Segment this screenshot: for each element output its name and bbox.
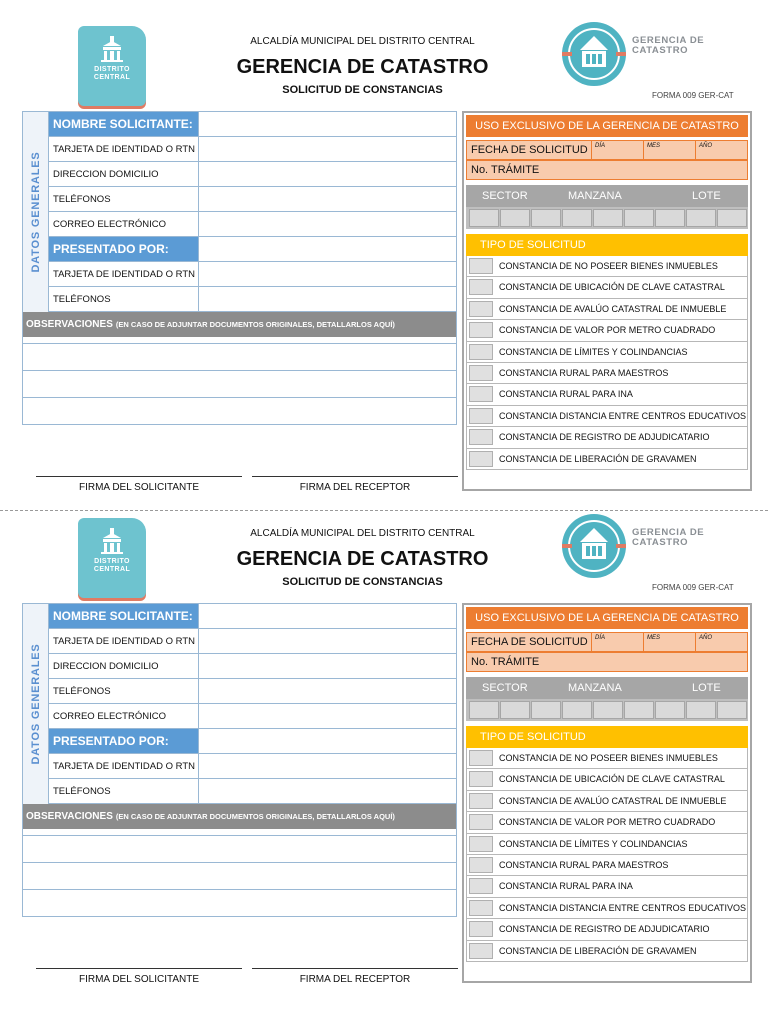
mes-field[interactable]: MES [643,633,695,651]
municipality-name: ALCALDÍA MUNICIPAL DEL DISTRITO CENTRAL [250,528,475,539]
dia-field[interactable]: DÍA [591,141,643,159]
tipo-item[interactable]: CONSTANCIA RURAL PARA MAESTROS [466,855,748,876]
page-subtitle: SOLICITUD DE CONSTANCIAS [282,84,443,96]
page-title: GERENCIA DE CATASTRO [236,56,489,78]
municipality-name: ALCALDÍA MUNICIPAL DEL DISTRITO CENTRAL [250,36,475,47]
telefonos-presentador-row[interactable]: TELÉFONOS [49,779,456,804]
nombre-solicitante-row[interactable]: NOMBRE SOLICITANTE: [49,604,456,629]
logo-text: DISTRITO CENTRAL [93,558,131,573]
tipo-item[interactable]: CONSTANCIA DE UBICACIÓN DE CLAVE CATASTRAL [466,769,748,790]
tipo-item[interactable]: CONSTANCIA RURAL PARA INA [466,876,748,897]
manzana-box[interactable] [531,701,561,719]
lote-label: LOTE [692,190,721,202]
checkbox[interactable] [469,429,493,445]
checkbox[interactable] [469,451,493,467]
tipo-item[interactable]: CONSTANCIA DE NO POSEER BIENES INMUEBLES [466,748,748,769]
fecha-solicitud-row: FECHA DE SOLICITUD DÍA MES AÑO [466,140,748,160]
tipo-solicitud-header: TIPO DE SOLICITUD [466,234,748,256]
firma-solicitante-label: FIRMA DEL SOLICITANTE [78,482,200,493]
uso-exclusivo-header: USO EXCLUSIVO DE LA GERENCIA DE CATASTRO [466,607,748,629]
building-icon [97,526,127,556]
telefonos-row[interactable]: TELÉFONOS [49,679,456,704]
manzana-box[interactable] [593,209,623,227]
firma-solicitante-line[interactable] [36,476,242,477]
form-code: FORMA 009 GER-CAT [652,91,734,100]
firma-solicitante-line[interactable] [36,968,242,969]
observaciones-line[interactable] [22,371,457,398]
numero-tramite-row[interactable]: No. TRÁMITE [466,160,748,180]
firma-receptor-label: FIRMA DEL RECEPTOR [299,482,411,493]
building-icon [97,34,127,64]
checkbox[interactable] [469,814,493,830]
tarjeta-identidad-row[interactable]: TARJETA DE IDENTIDAD O RTN [49,629,456,654]
seal-text: GERENCIA DE CATASTRO [632,35,705,56]
distrito-central-logo [78,26,146,106]
sector-box[interactable] [469,209,499,227]
observaciones-line[interactable] [22,344,457,371]
lote-box[interactable] [655,701,685,719]
tipo-item[interactable]: CONSTANCIA DE LIBERACIÓN DE GRAVAMEN [466,941,748,962]
manzana-box[interactable] [593,701,623,719]
checkbox[interactable] [469,344,493,360]
firma-receptor-line[interactable] [252,476,458,477]
tipo-item[interactable]: CONSTANCIA DE AVALÚO CATASTRAL DE INMUEBLE [466,299,748,320]
datos-generales-label: DATOS GENERALES [23,112,49,312]
correo-row[interactable]: CORREO ELECTRÓNICO [49,212,456,237]
sector-label: SECTOR [482,682,528,694]
telefonos-presentador-row[interactable]: TELÉFONOS [49,287,456,312]
observaciones-line[interactable] [22,863,457,890]
anio-field[interactable]: AÑO [695,633,747,651]
observaciones-header: OBSERVACIONES (EN CASO DE ADJUNTAR DOCUMENTOS ORIGINALES, DETALLARLOS AQUÍ) [23,804,456,829]
checkbox[interactable] [469,408,493,424]
page-title: GERENCIA DE CATASTRO [236,548,489,570]
ubicacion-header [466,677,748,699]
dia-field[interactable]: DÍA [591,633,643,651]
presentado-por-row[interactable]: PRESENTADO POR: [49,729,456,754]
page-subtitle: SOLICITUD DE CONSTANCIAS [282,576,443,588]
tipo-item[interactable]: CONSTANCIA RURAL PARA MAESTROS [466,363,748,384]
sector-box[interactable] [500,701,530,719]
tipo-item[interactable]: CONSTANCIA DE LÍMITES Y COLINDANCIAS [466,342,748,363]
datos-generales-table [22,603,457,836]
checkbox[interactable] [469,258,493,274]
firma-solicitante-label: FIRMA DEL SOLICITANTE [78,974,200,985]
catastro-seal-icon [560,512,628,580]
manzana-box[interactable] [531,209,561,227]
anio-field[interactable]: AÑO [695,141,747,159]
firma-receptor-label: FIRMA DEL RECEPTOR [299,974,411,985]
lote-box[interactable] [717,209,747,227]
tipo-item[interactable]: CONSTANCIA DISTANCIA ENTRE CENTROS EDUCATIVOS [466,898,748,919]
checkbox[interactable] [469,365,493,381]
distrito-central-logo [78,518,146,598]
mes-field[interactable]: MES [643,141,695,159]
fecha-solicitud-row: FECHA DE SOLICITUD DÍA MES AÑO [466,632,748,652]
correo-row[interactable]: CORREO ELECTRÓNICO [49,704,456,729]
tipo-item[interactable]: CONSTANCIA DE REGISTRO DE ADJUDICATARIO [466,427,748,448]
observaciones-header: OBSERVACIONES (EN CASO DE ADJUNTAR DOCUMENTOS ORIGINALES, DETALLARLOS AQUÍ) [23,312,456,337]
checkbox[interactable] [469,878,493,894]
form-code: FORMA 009 GER-CAT [652,583,734,592]
tipo-item[interactable]: CONSTANCIA DE REGISTRO DE ADJUDICATARIO [466,919,748,940]
sector-label: SECTOR [482,190,528,202]
checkbox[interactable] [469,279,493,295]
checkbox[interactable] [469,921,493,937]
presentado-por-row[interactable]: PRESENTADO POR: [49,237,456,262]
form-copy [0,16,768,508]
datos-generales-table [22,111,457,344]
tipo-item[interactable]: CONSTANCIA DE VALOR POR METRO CUADRADO [466,812,748,833]
lote-box[interactable] [717,701,747,719]
lote-box[interactable] [686,701,716,719]
checkbox[interactable] [469,793,493,809]
tarjeta-presentador-row[interactable]: TARJETA DE IDENTIDAD O RTN [49,262,456,287]
tipo-item[interactable]: CONSTANCIA DE UBICACIÓN DE CLAVE CATASTRAL [466,277,748,298]
tipo-item[interactable]: CONSTANCIA DE AVALÚO CATASTRAL DE INMUEBLE [466,791,748,812]
checkbox[interactable] [469,771,493,787]
ubicacion-boxes [466,699,748,721]
observaciones-line[interactable] [22,836,457,863]
uso-exclusivo-panel [462,603,752,983]
checkbox[interactable] [469,900,493,916]
logo-text: DISTRITO CENTRAL [93,66,131,81]
checkbox[interactable] [469,750,493,766]
manzana-box[interactable] [624,701,654,719]
tarjeta-identidad-row[interactable]: TARJETA DE IDENTIDAD O RTN [49,137,456,162]
lote-box[interactable] [686,209,716,227]
firma-receptor-line[interactable] [252,968,458,969]
checkbox[interactable] [469,386,493,402]
manzana-box[interactable] [624,209,654,227]
manzana-label: MANZANA [568,682,622,694]
observaciones-line[interactable] [22,890,457,917]
observaciones-line[interactable] [22,398,457,425]
telefonos-row[interactable]: TELÉFONOS [49,187,456,212]
tipo-item[interactable]: CONSTANCIA DE LÍMITES Y COLINDANCIAS [466,834,748,855]
ubicacion-boxes [466,207,748,229]
nombre-solicitante-row[interactable]: NOMBRE SOLICITANTE: [49,112,456,137]
numero-tramite-row[interactable]: No. TRÁMITE [466,652,748,672]
manzana-box[interactable] [562,209,592,227]
uso-exclusivo-header: USO EXCLUSIVO DE LA GERENCIA DE CATASTRO [466,115,748,137]
checkbox[interactable] [469,836,493,852]
tipo-item[interactable]: CONSTANCIA RURAL PARA INA [466,384,748,405]
tipo-solicitud-header: TIPO DE SOLICITUD [466,726,748,748]
manzana-label: MANZANA [568,190,622,202]
direccion-row[interactable]: DIRECCION DOMICILIO [49,654,456,679]
manzana-box[interactable] [562,701,592,719]
sector-box[interactable] [500,209,530,227]
datos-generales-label: DATOS GENERALES [23,604,49,804]
tipo-item[interactable]: CONSTANCIA DE VALOR POR METRO CUADRADO [466,320,748,341]
tipo-item[interactable]: CONSTANCIA DISTANCIA ENTRE CENTROS EDUCATIVOS [466,406,748,427]
uso-exclusivo-panel [462,111,752,491]
ubicacion-header [466,185,748,207]
direccion-row[interactable]: DIRECCION DOMICILIO [49,162,456,187]
checkbox[interactable] [469,301,493,317]
tarjeta-presentador-row[interactable]: TARJETA DE IDENTIDAD O RTN [49,754,456,779]
lote-label: LOTE [692,682,721,694]
sector-box[interactable] [469,701,499,719]
checkbox[interactable] [469,322,493,338]
tipo-item[interactable]: CONSTANCIA DE LIBERACIÓN DE GRAVAMEN [466,449,748,470]
catastro-seal-icon [560,20,628,88]
seal-text: GERENCIA DE CATASTRO [632,527,705,548]
lote-box[interactable] [655,209,685,227]
tipo-item[interactable]: CONSTANCIA DE NO POSEER BIENES INMUEBLES [466,256,748,277]
form-copy [0,508,768,1000]
checkbox[interactable] [469,857,493,873]
checkbox[interactable] [469,943,493,959]
